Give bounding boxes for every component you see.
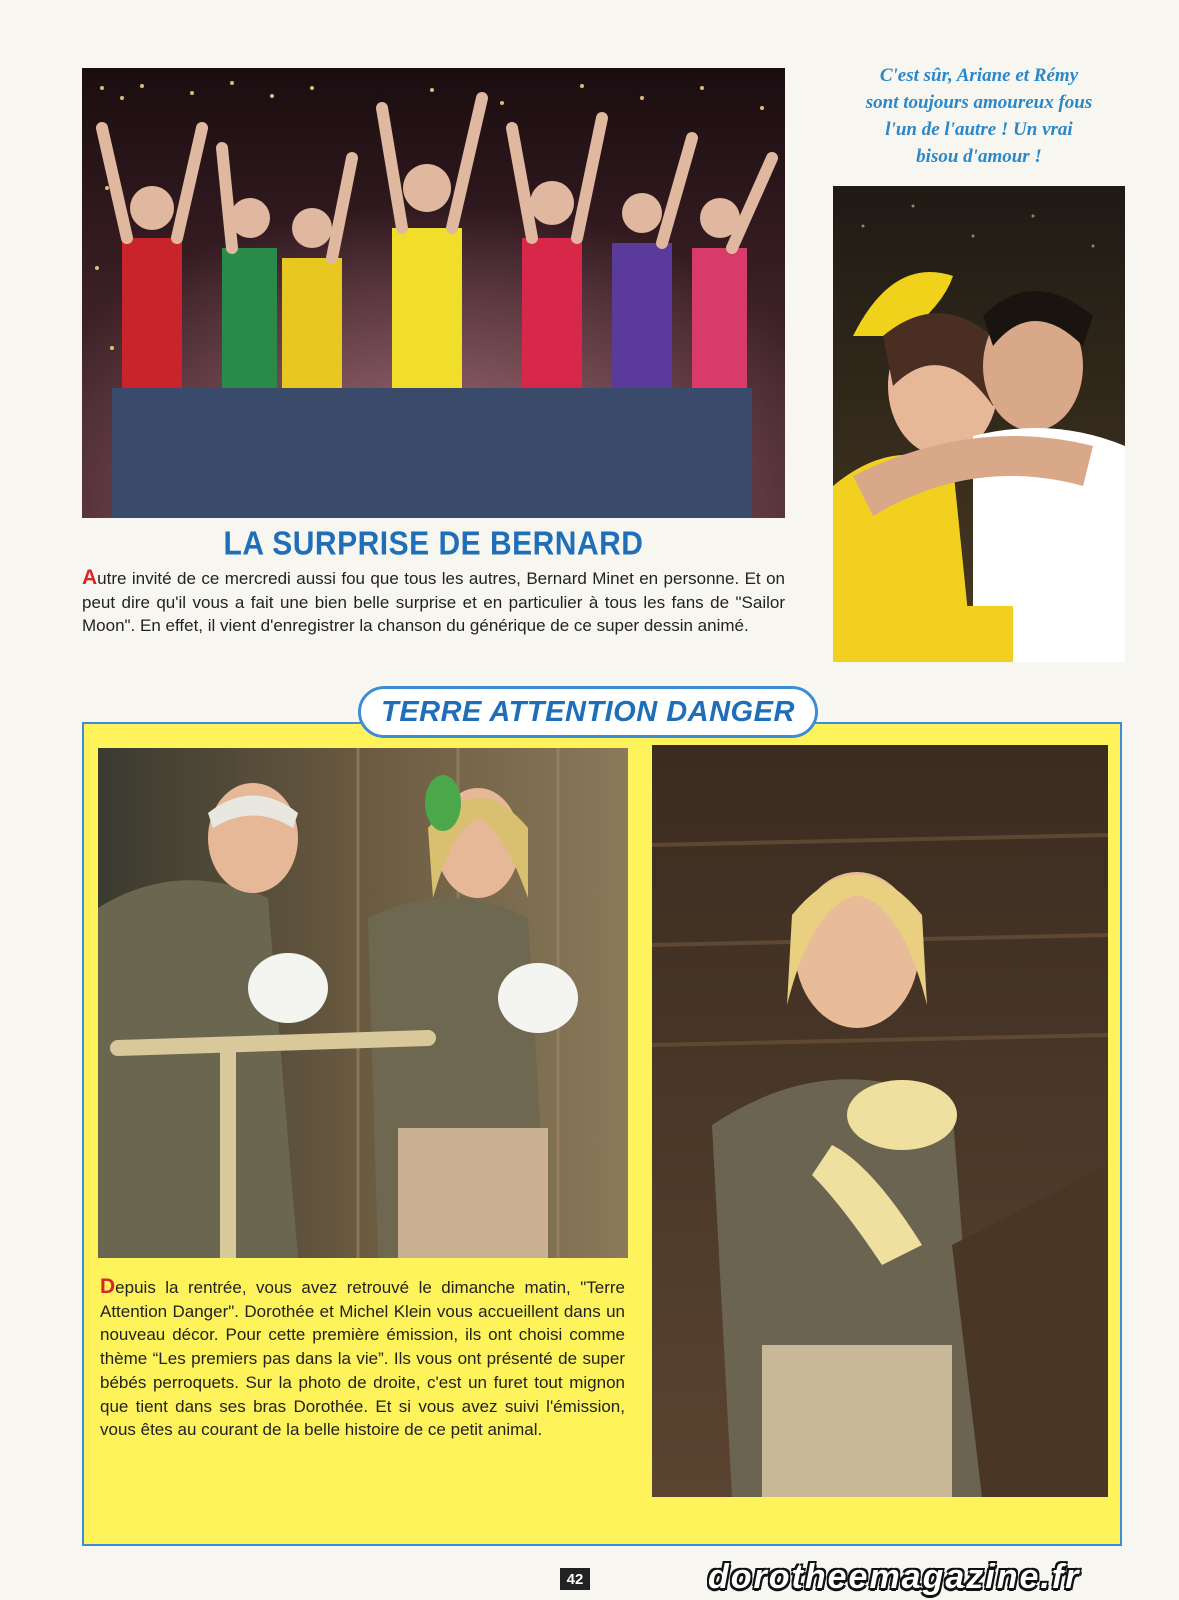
bernard-body: utre invité de ce mercredi aussi fou que tous les autres, Bernard Minet en personne. Et on peut dire qu'il vous a fait une bien belle surprise et en particulier à tous les fans de "Sailor Moon". En effet, il vient d'enregistrer la chanson du générique de ce super dessin animé. [82, 569, 785, 635]
stage-dance-photo [82, 68, 785, 518]
ferret-photo [652, 745, 1108, 1497]
dropcap: A [82, 566, 98, 589]
parrots-photo [98, 748, 628, 1258]
terre-article-text [100, 1275, 625, 1442]
site-watermark: dorotheemagazine.fr [708, 1558, 1081, 1596]
dropcap: D [100, 1275, 116, 1298]
caption-line: bisou d'amour ! [916, 146, 1042, 167]
page-number: 42 [560, 1568, 590, 1590]
kiss-photo-caption [820, 62, 1138, 170]
bernard-article-text [82, 566, 785, 638]
caption-line: l'un de l'autre ! Un vrai [885, 119, 1073, 140]
kiss-photo [833, 186, 1125, 662]
caption-line: C'est sûr, Ariane et Rémy [879, 65, 1079, 86]
caption-line: sont toujours amoureux fous [865, 92, 1093, 113]
terre-banner-title: TERRE ATTENTION DANGER [381, 695, 795, 728]
terre-body: epuis la rentrée, vous avez retrouvé le dimanche matin, "Terre Attention Danger". Dorothée et Michel Klein vous accueillent dans un nouveau décor. Pour cette première émission, ils ont choisi comme thème “Les premiers pas dans la vie”. Ils vous ont présenté de super bébés perroquets. Sur la photo de droite, c'est un furet tout mignon que tient dans ses bras Dorothée. Et si vous avez suivi l'émission, vous êtes au courant de la belle histoire de ce petit animal. [100, 1278, 625, 1440]
bernard-headline: LA SURPRISE DE BERNARD [223, 526, 644, 563]
terre-banner [358, 686, 818, 738]
